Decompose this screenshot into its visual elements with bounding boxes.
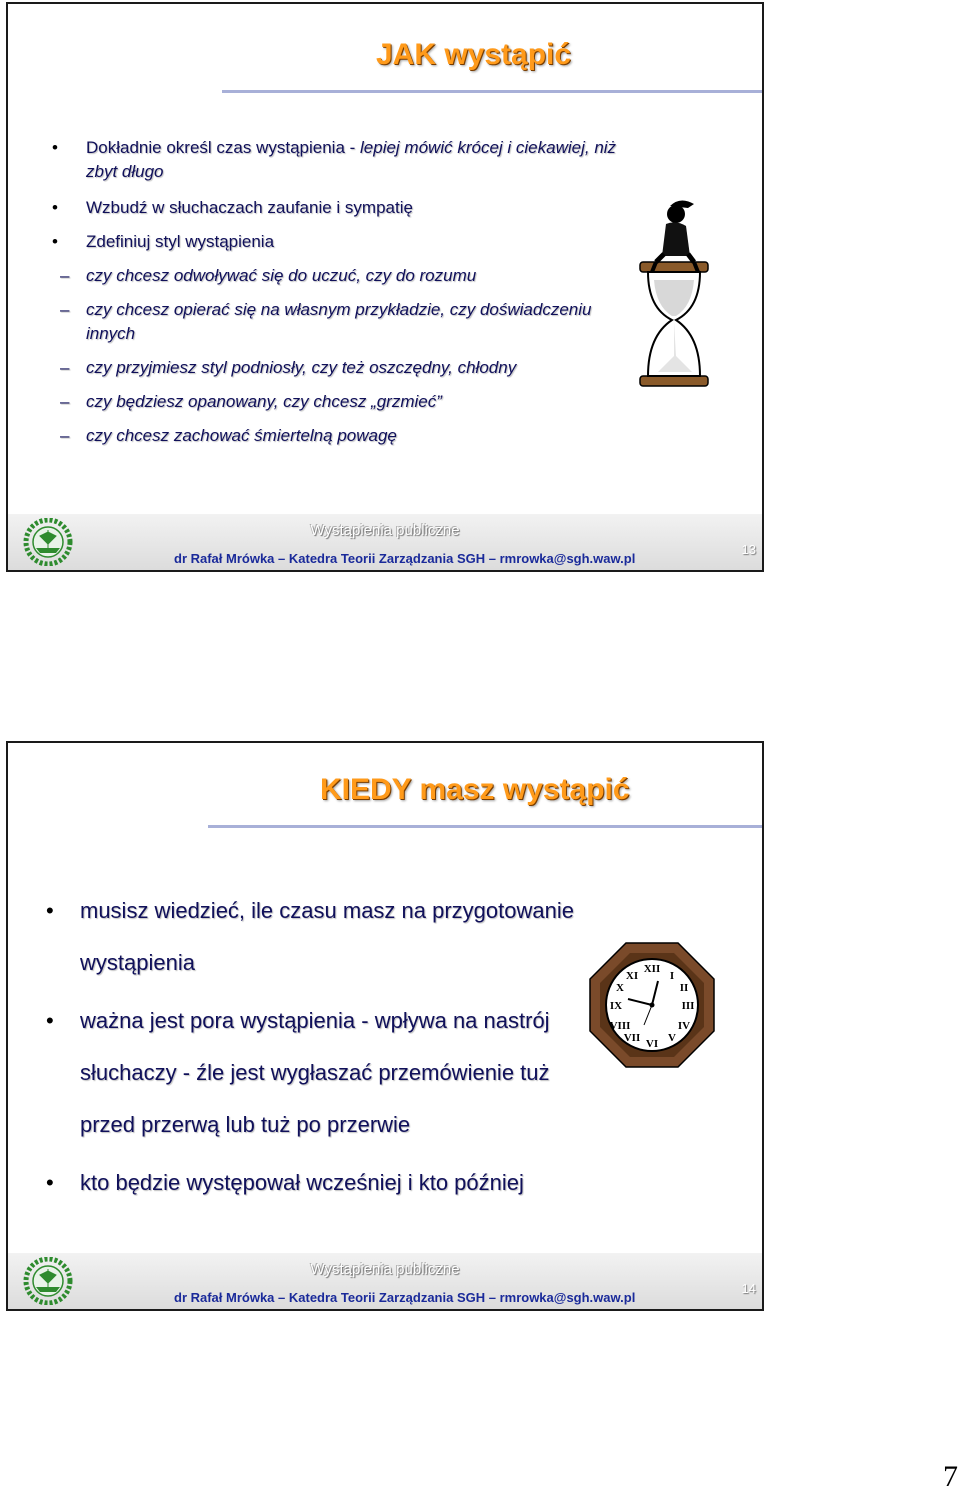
svg-text:X: X [616, 982, 624, 994]
bullet-item: • musisz wiedzieć, ile czasu masz na przygotowanie wystąpienia [80, 885, 660, 989]
svg-text:IX: IX [609, 1000, 623, 1012]
bullet-item: • kto będzie występował wcześniej i kto później [80, 1157, 640, 1209]
sub-bullet-item: – czy będziesz opanowany, czy chcesz „grzmieć” [58, 390, 626, 414]
svg-text:III: III [681, 1000, 695, 1012]
sub-bullet-item: – czy chcesz zachować śmiertelną powagę [58, 424, 626, 448]
slide-footer [8, 514, 762, 570]
bullet-item: • ważna jest pora wystąpienia - wpływa na nastrój słuchaczy - źle jest wygłaszać przemówienie tuż przed przerwą lub tuż po przerwie [80, 995, 560, 1151]
hourglass-with-figure-icon [636, 196, 716, 396]
svg-text:XI: XI [625, 970, 639, 982]
sub-bullet-item: – czy przyjmiesz styl podniosły, czy też oszczędny, chłodny [58, 356, 586, 380]
bullet-item: • Zdefiniuj styl wystąpienia [86, 230, 626, 254]
slide-page-number: 13 [741, 542, 756, 557]
svg-text:VII: VII [623, 1032, 641, 1044]
slide-page-number: 14 [741, 1281, 756, 1296]
svg-text:VIII: VIII [609, 1020, 631, 1032]
svg-text:IV: IV [677, 1020, 691, 1032]
footer-author: dr Rafał Mrówka – Katedra Teorii Zarządzania SGH – rmrowka@sgh.waw.pl [174, 551, 636, 566]
slide-title: JAK wystąpić [376, 38, 572, 71]
svg-text:I: I [669, 970, 675, 982]
title-underline [208, 825, 762, 828]
bullet-item: • Wzbudź w słuchaczach zaufanie i sympatię [86, 196, 626, 220]
title-underline [222, 90, 762, 93]
svg-text:XII: XII [643, 963, 661, 975]
wall-clock-icon [588, 941, 716, 1069]
footer-title: Wystąpienia publiczne [310, 522, 460, 539]
sub-bullet-item: – czy chcesz opierać się na własnym przykładzie, czy doświadczeniu innych [58, 298, 606, 346]
svg-text:V: V [668, 1032, 676, 1044]
footer-author: dr Rafał Mrówka – Katedra Teorii Zarządzania SGH – rmrowka@sgh.waw.pl [174, 1290, 636, 1305]
bullet-list [86, 136, 626, 448]
document-page-number: 7 [943, 1460, 958, 1493]
bullet-emphasis: lepiej mówić krócej i ciekawiej, niż zbyt długo [86, 138, 617, 181]
slide-title: KIEDY masz wystąpić [320, 773, 630, 806]
slide-footer [8, 1253, 762, 1309]
svg-text:VI: VI [645, 1038, 659, 1050]
bullet-item: • Dokładnie określ czas wystąpienia - lepiej mówić krócej i ciekawiej, niż zbyt długo [86, 136, 626, 184]
slide-14 [6, 741, 764, 1311]
sub-bullet-item: – czy chcesz odwoływać się do uczuć, czy do rozumu [58, 264, 626, 288]
footer-title: Wystąpienia publiczne [310, 1261, 460, 1278]
bullet-list [80, 885, 640, 1209]
slide-13 [6, 2, 764, 572]
svg-text:II: II [679, 982, 689, 994]
